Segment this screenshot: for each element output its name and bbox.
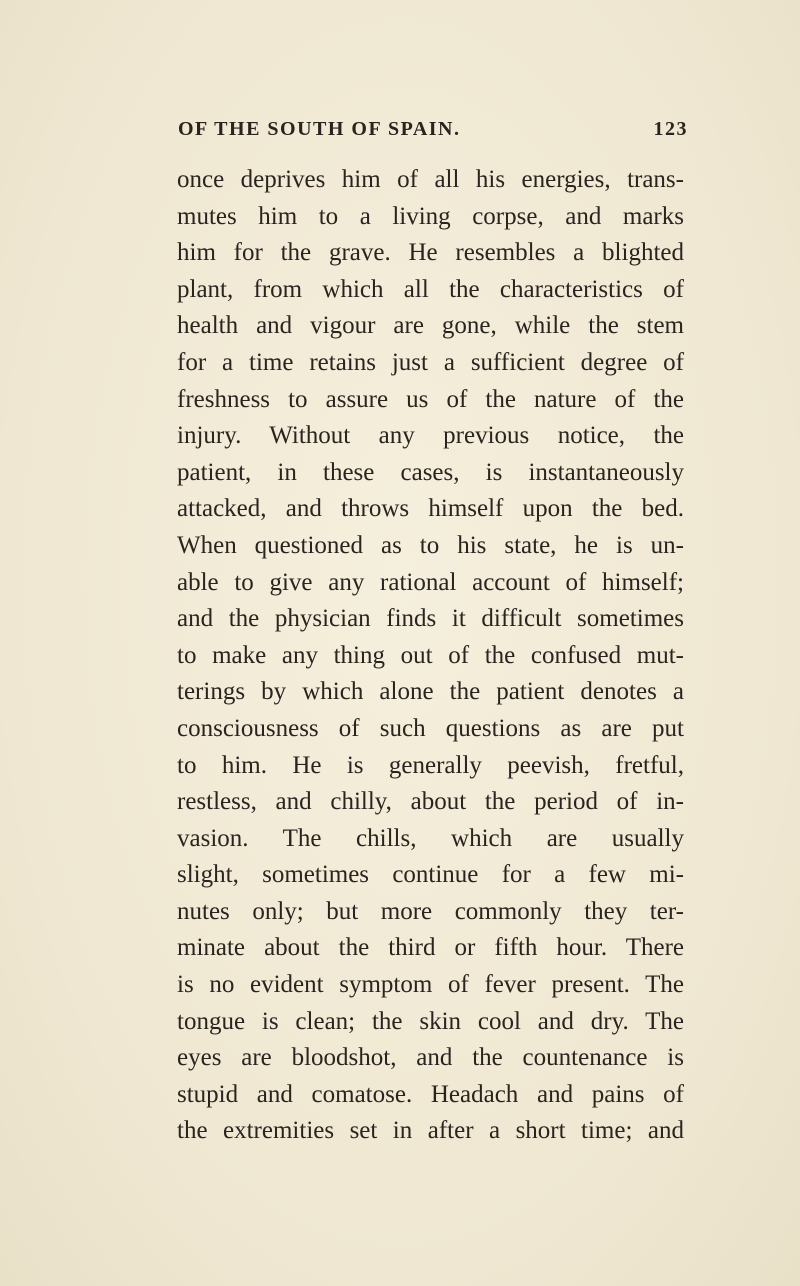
body-text xyxy=(177,162,684,1150)
text-line: him for the grave. He resembles a blighted xyxy=(177,239,684,267)
text-line: to him. He is generally peevish, fretful, xyxy=(177,751,684,779)
page-header xyxy=(178,118,688,152)
page-number: 123 xyxy=(653,118,688,140)
text-line: for a time retains just a sufficient degree of xyxy=(177,348,684,376)
text-line: slight, sometimes continue for a few mi- xyxy=(177,861,684,889)
text-line: freshness to assure us of the nature of the xyxy=(177,385,684,413)
text-line: plant, from which all the characteristics of xyxy=(177,275,684,303)
text-line: terings by which alone the patient denotes a xyxy=(177,678,684,706)
text-line: nutes only; but more commonly they ter- xyxy=(177,897,684,925)
text-line: consciousness of such questions as are put xyxy=(177,714,684,742)
running-title: OF THE SOUTH OF SPAIN. xyxy=(178,118,461,140)
text-line: mutes him to a living corpse, and marks xyxy=(177,202,684,230)
text-line: When questioned as to his state, he is un- xyxy=(177,531,684,559)
text-line: minate about the third or fifth hour. There xyxy=(177,934,684,962)
text-line: vasion. The chills, which are usually xyxy=(177,824,684,852)
text-line: restless, and chilly, about the period of in- xyxy=(177,788,684,816)
text-line: health and vigour are gone, while the stem xyxy=(177,312,684,340)
text-line: and the physician finds it difficult sometimes xyxy=(177,605,684,633)
text-line: the extremities set in after a short time; and xyxy=(177,1117,684,1145)
text-line: able to give any rational account of himself; xyxy=(177,568,684,596)
text-line: tongue is clean; the skin cool and dry. The xyxy=(177,1007,684,1035)
text-line: once deprives him of all his energies, trans- xyxy=(177,166,684,193)
text-line: eyes are bloodshot, and the countenance is xyxy=(177,1044,684,1072)
text-line: stupid and comatose. Headach and pains of xyxy=(177,1080,684,1108)
text-line: to make any thing out of the confused mut- xyxy=(177,641,684,669)
text-line: injury. Without any previous notice, the xyxy=(177,422,684,450)
text-line: patient, in these cases, is instantaneously xyxy=(177,458,684,486)
text-line: attacked, and throws himself upon the bed. xyxy=(177,495,684,523)
text-line: is no evident symptom of fever present. The xyxy=(177,971,684,999)
